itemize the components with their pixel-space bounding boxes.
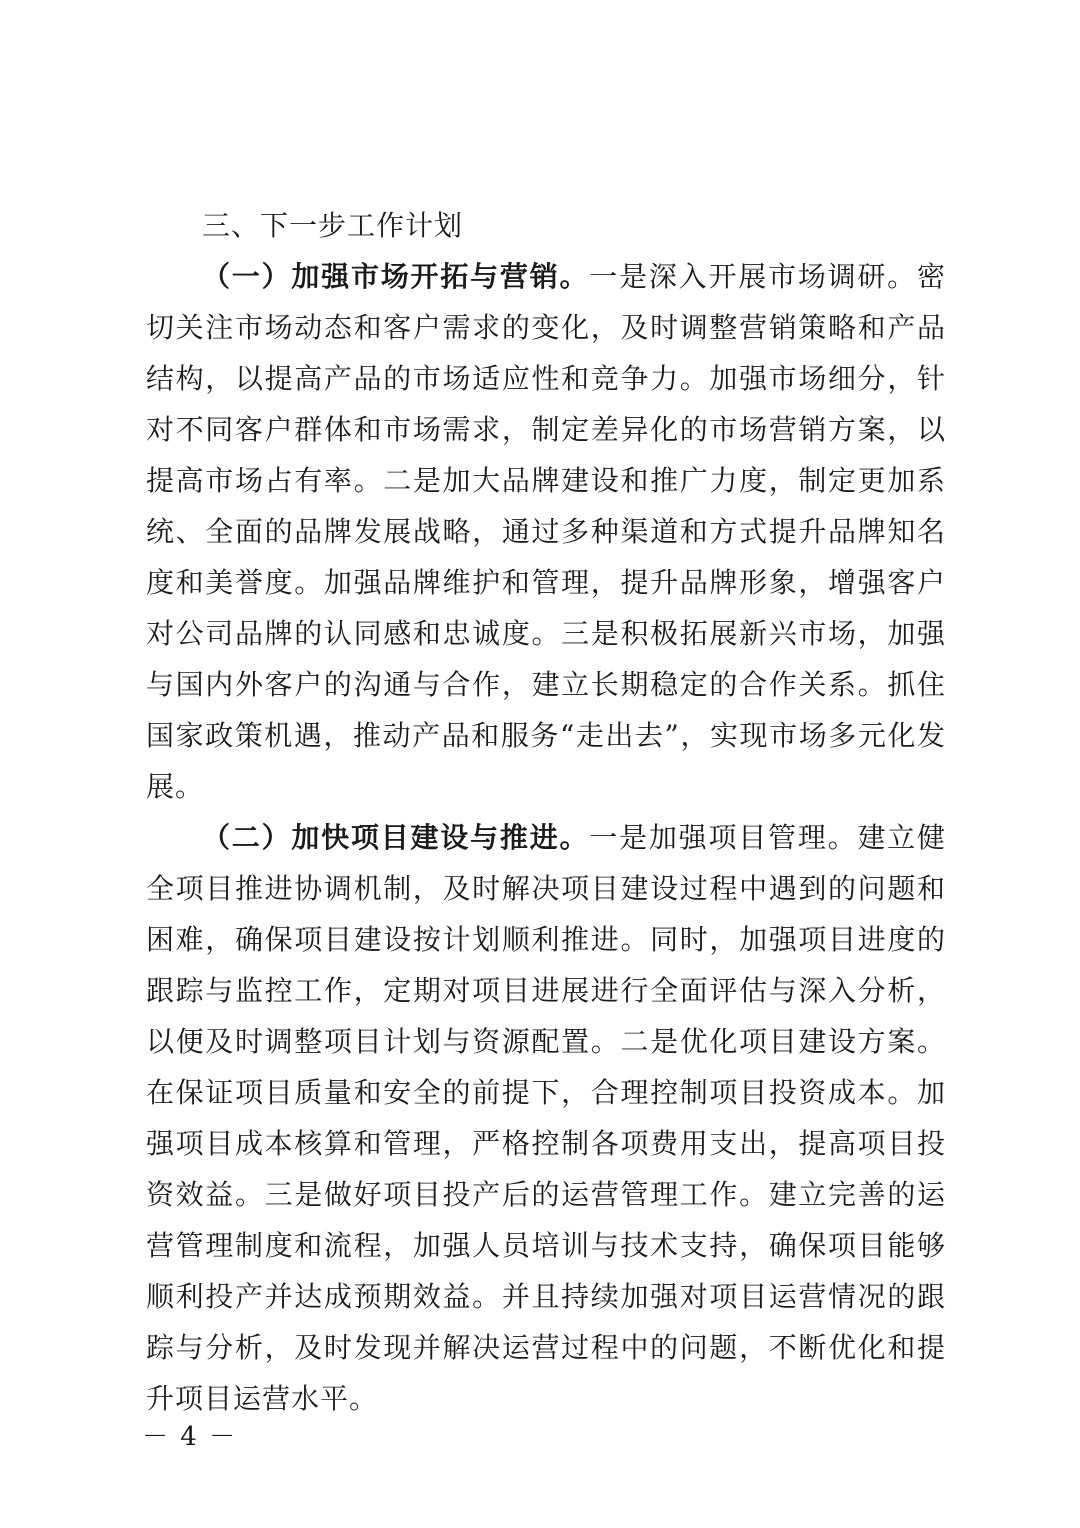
page-number: － 4 － xyxy=(142,1422,238,1452)
paragraph-project-body: 一是加强项目管理。建立健全项目推进协调机制，及时解决项目建设过程中遇到的问题和困难，确保项目建设按计划顺利推进。同时，加强项目进度的跟踪与监控工作，定期对项目进展进行全面评估与深入分析，以便及时调整项目计划与资源配置。二是优化项目建设方案。在保证项目质量和安全的前提下，合理控制项目投资成本。加强项目成本核算和管理，严格控制各项费用支出，提高项目投资效益。三是做好项目投产后的运营管理工作。建立完善的运营管理制度和流程，加强人员培训与技术支持，确保项目能够顺利投产并达成预期效益。并且持续加强对项目运营情况的跟踪与分析，及时发现并解决运营过程中的问题，不断优化和提升项目运营水平。 xyxy=(146,821,946,1415)
section-heading: 三、下一步工作计划 xyxy=(202,209,464,242)
document-body xyxy=(146,200,946,1424)
paragraph-market-body: 一是深入开展市场调研。密切关注市场动态和客户需求的变化，及时调整营销策略和产品结构，以提高产品的市场适应性和竞争力。加强市场细分，针对不同客户群体和市场需求，制定差异化的市场营销方案，以提高市场占有率。二是加大品牌建设和推广力度，制定更加系统、全面的品牌发展战略，通过多种渠道和方式提升品牌知名度和美誉度。加强品牌维护和管理，提升品牌形象，增强客户对公司品牌的认同感和忠诚度。三是积极拓展新兴市场，加强与国内外客户的沟通与合作，建立长期稳定的合作关系。抓住国家政策机遇，推动产品和服务“走出去”，实现市场多元化发展。 xyxy=(146,260,946,803)
paragraph-market-lead: （一）加强市场开拓与营销。 xyxy=(202,260,590,293)
paragraph-project-lead: （二）加快项目建设与推进。 xyxy=(202,821,590,854)
paragraph-project xyxy=(146,812,946,1424)
paragraph-market xyxy=(146,251,946,812)
